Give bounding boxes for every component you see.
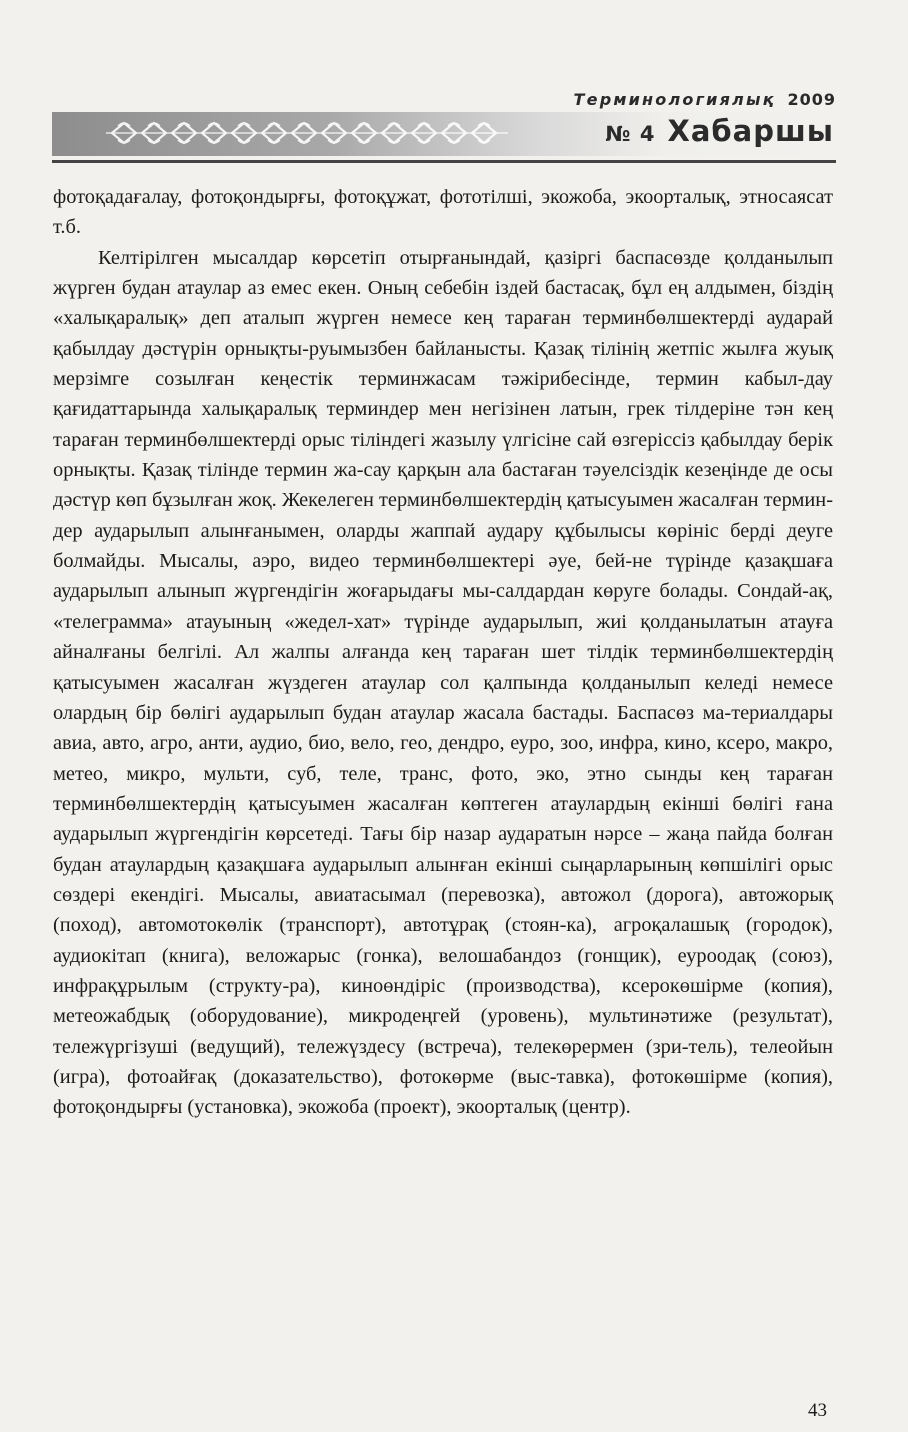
- paragraph-main: Келтірілген мысалдар көрсетіп отырғанындай, қазіргі баспасөзде қолданылып жүрген будан атаулар аз емес екен. Оның себебін іздей бастасақ, бұл ең алдымен, біздің «халықаралық» деп аталып жүрген немесе кең тараған терминбөлшектерді аударай қабылдау дәстүрін орнықты-руымызбен байланысты. Қазақ тілінің жетпіс жылға жуық мерзімге созылған кеңестік терминжасам тәжірибесінде, термин кабыл-дау қағидаттарында халықаралық терминдер мен негізінен латын, грек тілдеріне тән кең тараған терминбөлшектерді орыс тіліндегі жазылу үлгісіне сай өзгеріссіз қабылдау берік орнықты. Қазақ тілінде термин жа-сау қарқын ала бастаған тәуелсіздік кезеңінде де осы дәстүр көп бұзылған жоқ. Жекелеген терминбөлшектердің қатысуымен жасалған термин-дер аударылып алынғанымен, оларды жаппай аудару құбылысы көрініс берді деуге болмайды. Мысалы, аэро, видео терминбөлшектері әуе, бей-не түрінде қазақшаға аударылып алынып жүргендігін жоғарыдағы мы-салдардан көруге болады. Сондай-ақ, «телеграмма» атауының «жедел-хат» түрінде аударылып, жиі қолданылатын атауға айналғаны белгілі. Ал жалпы алғанда кең тараған шет тілдік терминбөлшектердің қатысуымен жасалған жүздеген атаулар сол қалпында қолданылып келеді немесе олардың бір бөлігі аударылып будан атаулар жасала бастады. Баспасөз ма-териалдары авиа, авто, агро, анти, аудио, био, вело, гео, дендро, еуро, зоо, инфра, кино, ксеро, макро, метео, микро, мульти, суб, теле, транс, фото, эко, этно сынды кең тараған терминбөлшектердің қатысуымен жасалған көптеген атаулардың екінші бөлігі ғана аударылып жүргендігін көрсетеді. Тағы бір назар аударатын нәрсе – жаңа пайда болған будан атаулардың қазақшаға аударылып алынған екінші сыңарларының көпшілігі орыс сөздері екендігі. Мысалы, авиатасымал (перевозка), автожол (дорога), автожорық (поход), автомотокөлік (транспорт), автотұрақ (стоян-ка), агроқалашық (городок), аудиокітап (книга), веложарыс (гонка), велошабандоз (гонщик), еуроодақ (союз), инфрақұрылым (структу-ра), киноөндіріс (производства), ксерокөшірме (копия), метеожабдық (оборудование), микродеңгей (уровень), мультинәтиже (результат), тележүргізуші (ведущий), тележүздесу (встреча), телекөрермен (зри-тель), телеойын (игра), фотоайғақ (доказательство), фотокөрме (выс-тавка), фотокөшірме (копия), фотоқондырғы (установка), экожоба (проект), экоорталық (центр).: [53, 246, 833, 1119]
- journal-year: 2009: [787, 90, 836, 109]
- issue-number: № 4: [605, 122, 656, 146]
- journal-name: Терминологиялық: [573, 90, 776, 109]
- article-body: [53, 182, 833, 1123]
- ornament-icon: [102, 116, 512, 150]
- issue-title: [605, 114, 834, 148]
- header-rule: [52, 160, 836, 163]
- bulletin-name: Хабаршы: [667, 114, 834, 148]
- journal-title: [574, 90, 836, 109]
- header-banner: [52, 112, 836, 156]
- page-number: 43: [808, 1400, 827, 1421]
- paragraph-intro: фотоқадағалау, фотоқондырғы, фотоқұжат, фототілші, экожоба, экоорталық, этносаясат т.б.: [53, 186, 833, 239]
